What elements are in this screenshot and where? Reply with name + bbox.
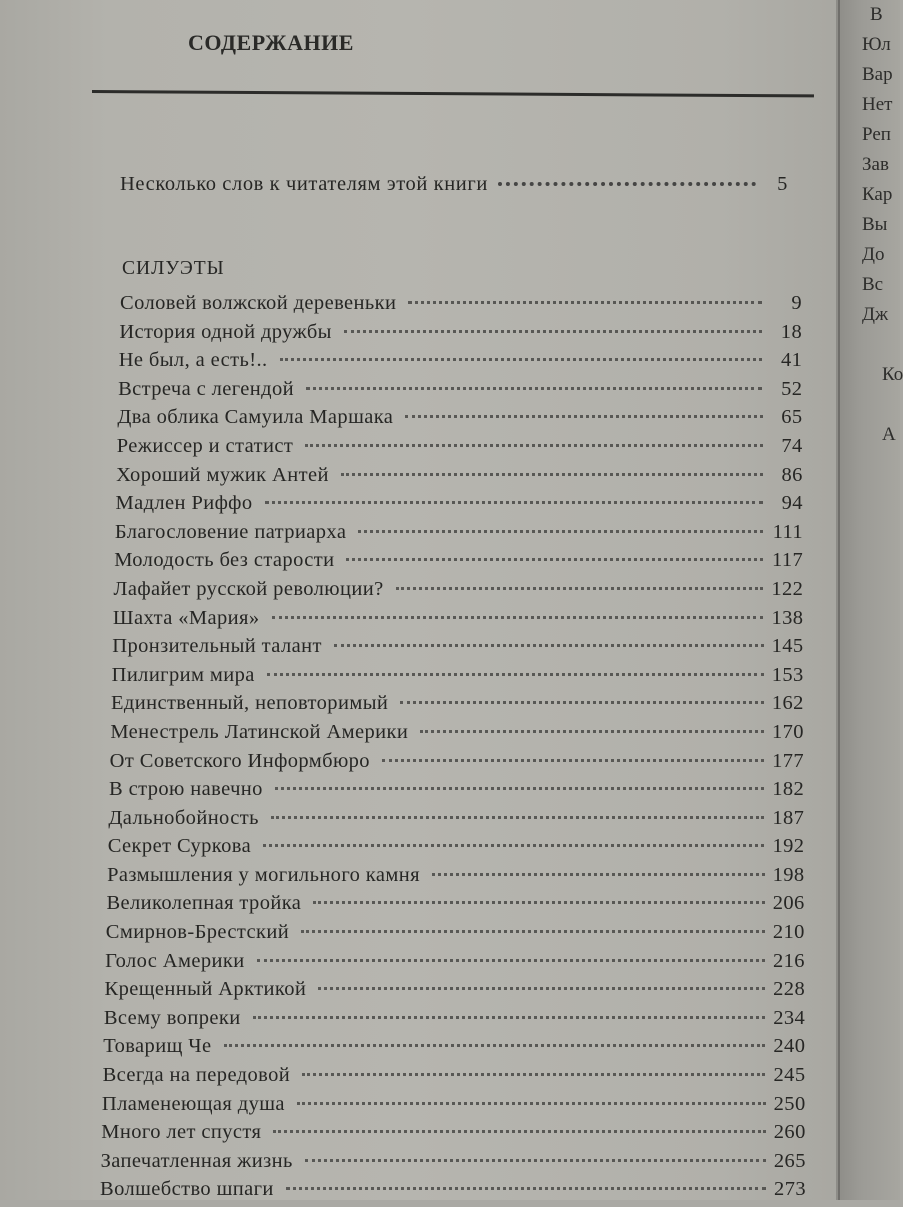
toc-entry — [0, 521, 803, 550]
toc-entry-page-number: 240 — [773, 1035, 806, 1058]
dot-leader — [318, 986, 765, 990]
toc-entry-page-number: 117 — [771, 549, 804, 572]
toc-entry-page-number: 245 — [773, 1064, 806, 1087]
dot-leader — [280, 357, 763, 361]
toc-entry — [0, 864, 805, 893]
dot-leader — [271, 815, 764, 819]
dot-leader — [257, 958, 765, 962]
dot-leader — [498, 181, 756, 186]
toc-entry — [0, 892, 805, 921]
facing-page-text — [862, 0, 903, 450]
toc-entry-page-number: 138 — [771, 606, 804, 629]
toc-entry-page-number: 265 — [773, 1149, 806, 1172]
dot-leader — [358, 529, 763, 533]
toc-entry-page-number: 206 — [772, 892, 805, 915]
dot-leader — [346, 557, 763, 561]
toc-entry — [0, 1178, 806, 1207]
toc-entry — [0, 492, 803, 521]
dot-leader — [400, 700, 764, 704]
dot-leader — [265, 500, 763, 504]
toc-entry-title: Дальнобойность — [108, 806, 259, 829]
toc-entry-page-number: 250 — [773, 1092, 806, 1115]
dot-leader — [305, 443, 762, 447]
toc-entry-title: Товарищ Че — [103, 1035, 212, 1058]
facing-page-fragment: Дж — [862, 304, 889, 325]
toc-entry — [0, 978, 805, 1007]
toc-entry — [0, 1093, 806, 1122]
toc-entry — [0, 921, 805, 950]
toc-entry-title: Пилигрим мира — [111, 663, 255, 686]
toc-entry-title: Великолепная тройка — [106, 892, 302, 915]
facing-page-fragment: До — [862, 244, 885, 265]
toc-entry-page-number: 170 — [771, 720, 804, 743]
toc-entry-page-number: 52 — [781, 377, 803, 400]
toc-entry-page-number: 162 — [771, 692, 804, 715]
dot-leader — [405, 414, 762, 418]
intro-title: Несколько слов к читателям этой книги — [120, 173, 488, 195]
toc-entry-page-number: 192 — [772, 835, 805, 858]
toc-entry — [0, 950, 805, 979]
dot-leader — [275, 786, 764, 790]
facing-page-fragment: Юл — [862, 34, 891, 55]
intro-entry — [120, 173, 788, 196]
dot-leader — [344, 329, 762, 333]
facing-page-fragment: В — [870, 4, 883, 25]
toc-entry-page-number: 65 — [781, 406, 803, 429]
dot-leader — [334, 643, 764, 647]
toc-entry-title: Единственный, неповторимый — [110, 692, 389, 715]
facing-page-fragment — [882, 390, 903, 420]
dot-leader — [224, 1043, 766, 1047]
dot-leader — [408, 300, 762, 304]
facing-page-fragment: Вар — [862, 64, 893, 85]
toc-entry-page-number: 182 — [772, 778, 805, 801]
dot-leader — [253, 1015, 766, 1019]
toc-entry-title: Мадлен Риффо — [115, 492, 253, 515]
toc-entry-page-number: 153 — [771, 663, 804, 686]
toc-entry-title: Пронзительный талант — [112, 635, 322, 658]
dot-leader — [382, 758, 764, 762]
toc-entry-title: Два облика Самуила Маршака — [117, 406, 394, 429]
dot-leader — [301, 929, 765, 933]
toc-entry — [0, 435, 803, 464]
toc-entry-page-number: 198 — [772, 863, 805, 886]
toc-entry-title: Смирнов-Брестский — [105, 921, 290, 944]
toc-entry-page-number: 187 — [772, 806, 805, 829]
toc-entry-page-number: 145 — [771, 635, 804, 658]
toc-entry-page-number: 122 — [771, 577, 804, 600]
facing-page-fragment: Нет — [862, 94, 893, 115]
dot-leader — [305, 1158, 766, 1162]
toc-entry — [0, 464, 803, 493]
toc-entry — [0, 778, 804, 807]
toc-entry — [0, 1121, 806, 1150]
toc-entry-title: Всегда на передовой — [102, 1064, 291, 1087]
toc-entry-title: Волшебство шпаги — [100, 1178, 274, 1201]
facing-page-fragment: Кар — [862, 184, 893, 205]
facing-page-fragment: Реп — [862, 124, 891, 145]
toc-entry-page-number: 74 — [781, 434, 803, 457]
dot-leader — [263, 843, 764, 847]
toc-entry-title: Не был, а есть!.. — [118, 349, 268, 372]
dot-leader — [306, 386, 762, 390]
toc-entry-title: Секрет Суркова — [107, 835, 252, 858]
toc-entry-title: Запечатленная жизнь — [100, 1149, 293, 1172]
dot-leader — [273, 1129, 765, 1133]
toc-entry-title: Много лет спустя — [101, 1121, 262, 1144]
toc-entry-title: Хороший мужик Антей — [116, 463, 329, 486]
toc-entry-title: Пламенеющая душа — [101, 1092, 285, 1115]
toc-entry — [0, 578, 803, 607]
facing-page-fragment — [862, 330, 903, 360]
toc-entry-page-number: 210 — [772, 921, 805, 944]
dot-leader — [272, 615, 764, 619]
toc-entry-page-number: 260 — [773, 1121, 806, 1144]
toc-entry — [0, 835, 804, 864]
toc-entry — [0, 750, 804, 779]
toc-entry-title: Шахта «Мария» — [112, 606, 260, 629]
toc-entry — [0, 321, 802, 350]
dot-leader — [286, 1186, 766, 1190]
toc-entry-page-number: 111 — [772, 520, 804, 543]
facing-page-fragment: Ко — [882, 364, 903, 385]
toc-entry — [0, 1064, 805, 1093]
toc-entry — [0, 1150, 806, 1179]
toc-entry-page-number: 234 — [773, 1006, 806, 1029]
toc-entry — [0, 692, 804, 721]
toc-entry-title: Режиссер и статист — [116, 434, 294, 457]
dot-leader — [396, 586, 764, 590]
section-title: СИЛУЭТЫ — [122, 258, 225, 279]
toc-entry-page-number: 228 — [773, 978, 806, 1001]
dot-leader — [297, 1101, 766, 1105]
dot-leader — [420, 729, 764, 733]
toc-entry — [0, 406, 803, 435]
toc-entry — [0, 721, 804, 750]
toc-entry-title: Благословение патриарха — [114, 520, 347, 543]
toc-entry-title: Встреча с легендой — [118, 377, 295, 400]
toc-entry-title: Молодость без старости — [114, 549, 335, 572]
toc-list — [0, 292, 900, 1207]
toc-entry — [0, 292, 802, 321]
toc-entry-page-number: 273 — [774, 1178, 806, 1201]
toc-entry — [0, 1035, 805, 1064]
toc-entry — [0, 664, 804, 693]
toc-entry — [0, 549, 803, 578]
toc-entry-page-number: 9 — [791, 292, 802, 314]
dot-leader — [267, 672, 764, 676]
contents-heading: СОДЕРЖАНИЕ — [188, 30, 354, 55]
toc-entry — [0, 635, 804, 664]
toc-entry-page-number: 41 — [780, 349, 803, 372]
toc-entry-title: Размышления у могильного камня — [107, 863, 420, 886]
toc-entry — [0, 807, 804, 836]
facing-page-fragment: А — [882, 424, 896, 445]
heading-rule — [92, 90, 814, 97]
toc-entry-page-number: 18 — [780, 320, 803, 343]
toc-entry-title: Лафайет русской революции? — [113, 577, 384, 600]
dot-leader — [341, 472, 763, 476]
intro-page-number: 5 — [777, 173, 788, 195]
toc-entry — [0, 349, 802, 378]
dot-leader — [432, 872, 765, 876]
dot-leader — [302, 1072, 765, 1076]
facing-page-fragment: Зав — [862, 154, 889, 175]
toc-entry-title: Всему вопреки — [103, 1006, 241, 1029]
toc-entry-page-number: 216 — [773, 949, 805, 972]
toc-entry-title: В строю навечно — [109, 778, 263, 801]
toc-entry-title: Крещенный Арктикой — [104, 978, 307, 1001]
toc-entry-title: История одной дружбы — [119, 320, 332, 343]
toc-entry-title: Голос Америки — [105, 949, 245, 972]
toc-entry-title: Соловей волжской деревеньки — [120, 292, 397, 314]
toc-entry — [0, 378, 802, 407]
toc-entry-page-number: 177 — [772, 749, 805, 772]
toc-entry-page-number: 94 — [781, 492, 803, 515]
toc-entry — [0, 1007, 805, 1036]
facing-page-fragment: Вы — [862, 214, 888, 235]
facing-page-fragment: Вс — [862, 274, 884, 295]
toc-entry-page-number: 86 — [781, 463, 803, 486]
toc-entry-title: От Советского Информбюро — [109, 749, 370, 772]
toc-entry-title: Менестрель Латинской Америки — [110, 720, 409, 743]
toc-entry — [0, 607, 803, 636]
dot-leader — [313, 900, 764, 904]
